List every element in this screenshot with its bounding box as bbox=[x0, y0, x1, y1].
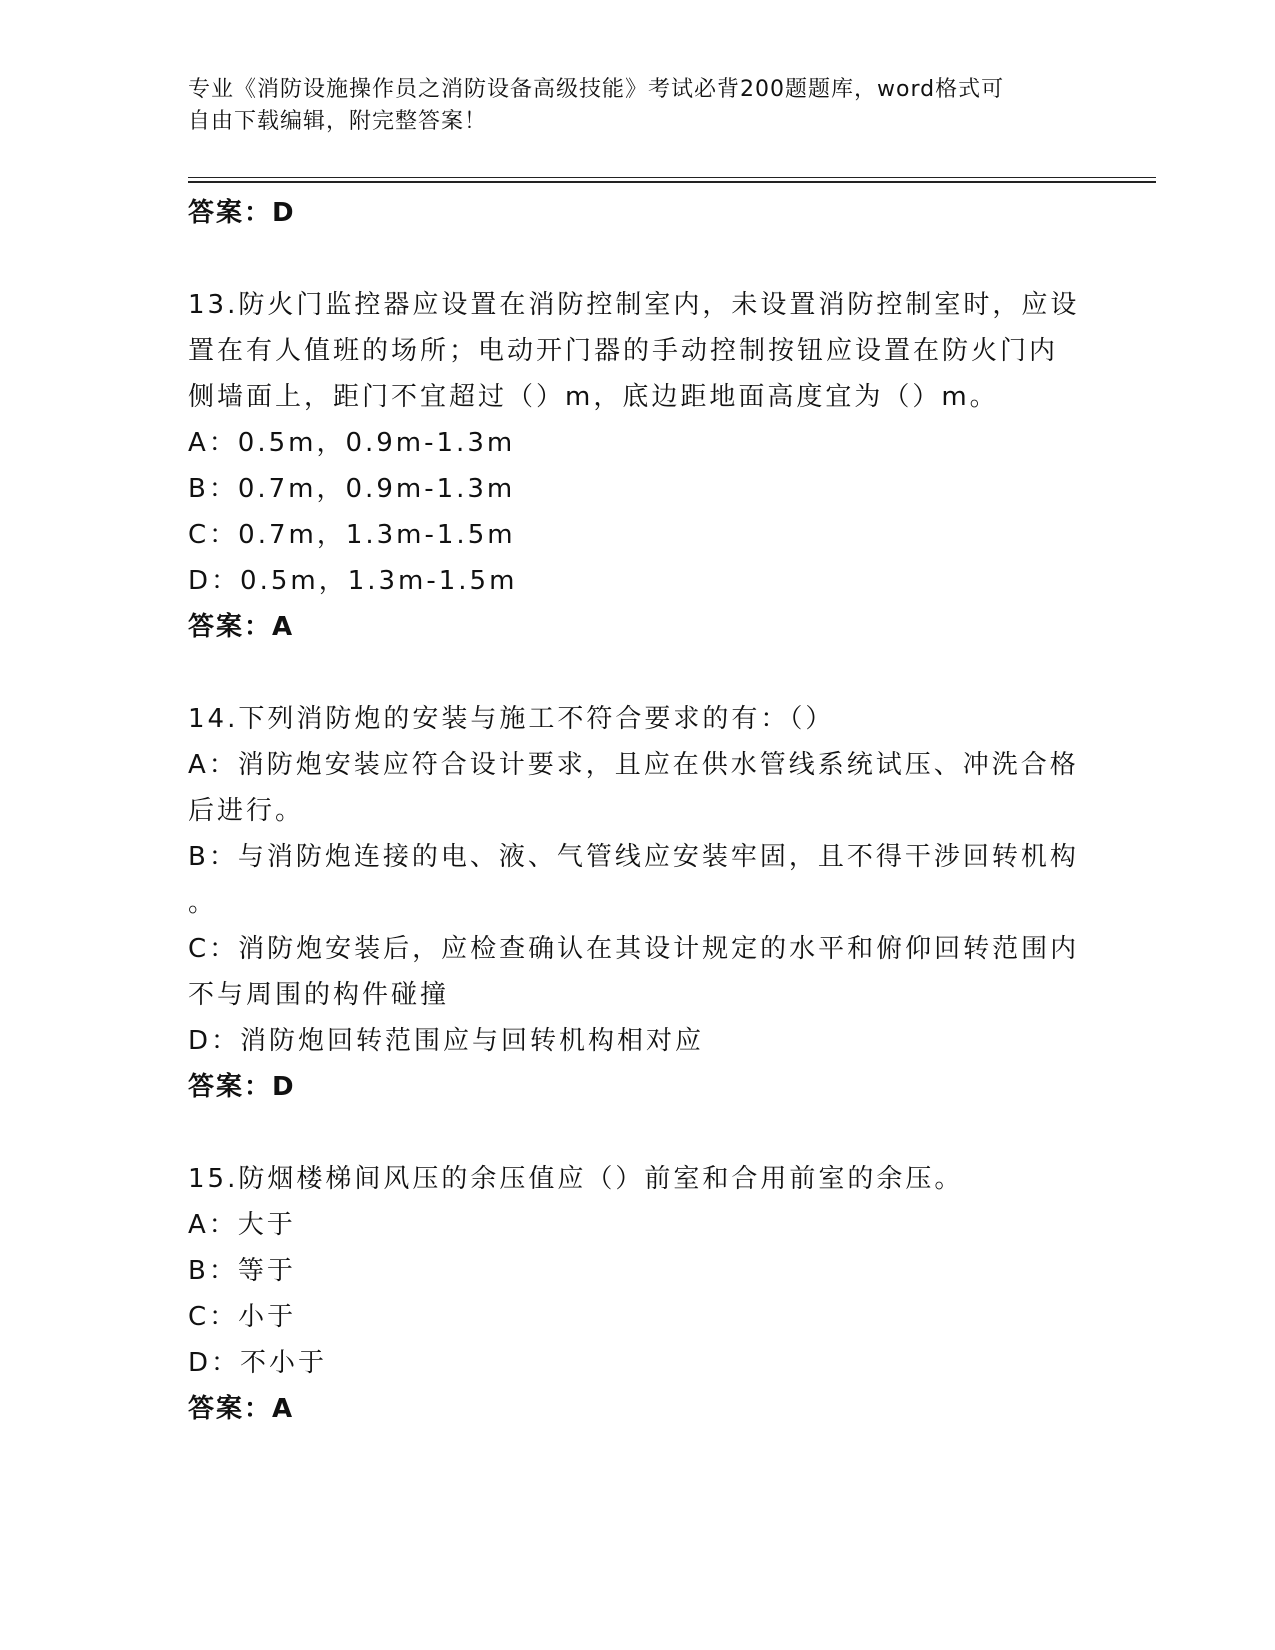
option-c-continued: 不与周围的构件碰撞 bbox=[188, 980, 450, 1010]
page-header bbox=[188, 74, 1088, 138]
question-15 bbox=[188, 1156, 1088, 1432]
header-rule-thin bbox=[188, 177, 1156, 178]
option-b-continued: 。 bbox=[188, 888, 218, 918]
option-a: A：0.5m，0.9m-1.3m bbox=[188, 428, 516, 458]
question-13 bbox=[188, 282, 1088, 650]
answer: 答案：D bbox=[188, 1072, 296, 1102]
header-line-1: 专业《消防设施操作员之消防设备高级技能》考试必背200题题库，word格式可 bbox=[188, 77, 1005, 102]
option-b: B：0.7m，0.9m-1.3m bbox=[188, 474, 516, 504]
document-body bbox=[188, 190, 1088, 1432]
option-d: D：0.5m，1.3m-1.5m bbox=[188, 566, 518, 596]
answer: 答案：A bbox=[188, 612, 295, 642]
question-text-line: 14.下列消防炮的安装与施工不符合要求的有：（） bbox=[188, 704, 835, 734]
spacer bbox=[188, 236, 1088, 282]
option-d: D：消防炮回转范围应与回转机构相对应 bbox=[188, 1026, 705, 1056]
option-b: B：与消防炮连接的电、液、气管线应安装牢固，且不得干涉回转机构 bbox=[188, 842, 1079, 872]
option-c: C：消防炮安装后，应检查确认在其设计规定的水平和俯仰回转范围内 bbox=[188, 934, 1080, 964]
question-14 bbox=[188, 696, 1088, 1110]
question-text-line: 侧墙面上，距门不宜超过（）m，底边距地面高度宜为（）m。 bbox=[188, 382, 999, 412]
question-text-line: 13.防火门监控器应设置在消防控制室内，未设置消防控制室时，应设 bbox=[188, 290, 1080, 320]
header-rule-thick bbox=[188, 181, 1156, 183]
question-text-line: 置在有人值班的场所；电动开门器的手动控制按钮应设置在防火门内 bbox=[188, 336, 1059, 366]
option-d: D：不小于 bbox=[188, 1348, 328, 1378]
answer: 答案：A bbox=[188, 1394, 295, 1424]
option-c: C：0.7m，1.3m-1.5m bbox=[188, 520, 516, 550]
option-a: A：消防炮安装应符合设计要求，且应在供水管线系统试压、冲洗合格 bbox=[188, 750, 1079, 780]
spacer bbox=[188, 1110, 1088, 1156]
option-a: A：大于 bbox=[188, 1210, 296, 1240]
option-c: C：小于 bbox=[188, 1302, 297, 1332]
option-a-continued: 后进行。 bbox=[188, 796, 305, 826]
header-line-2: 自由下载编辑，附完整答案！ bbox=[188, 109, 488, 134]
previous-answer: 答案：D bbox=[188, 198, 296, 228]
spacer bbox=[188, 650, 1088, 696]
option-b: B：等于 bbox=[188, 1256, 296, 1286]
question-text-line: 15.防烟楼梯间风压的余压值应（）前室和合用前室的余压。 bbox=[188, 1164, 964, 1194]
